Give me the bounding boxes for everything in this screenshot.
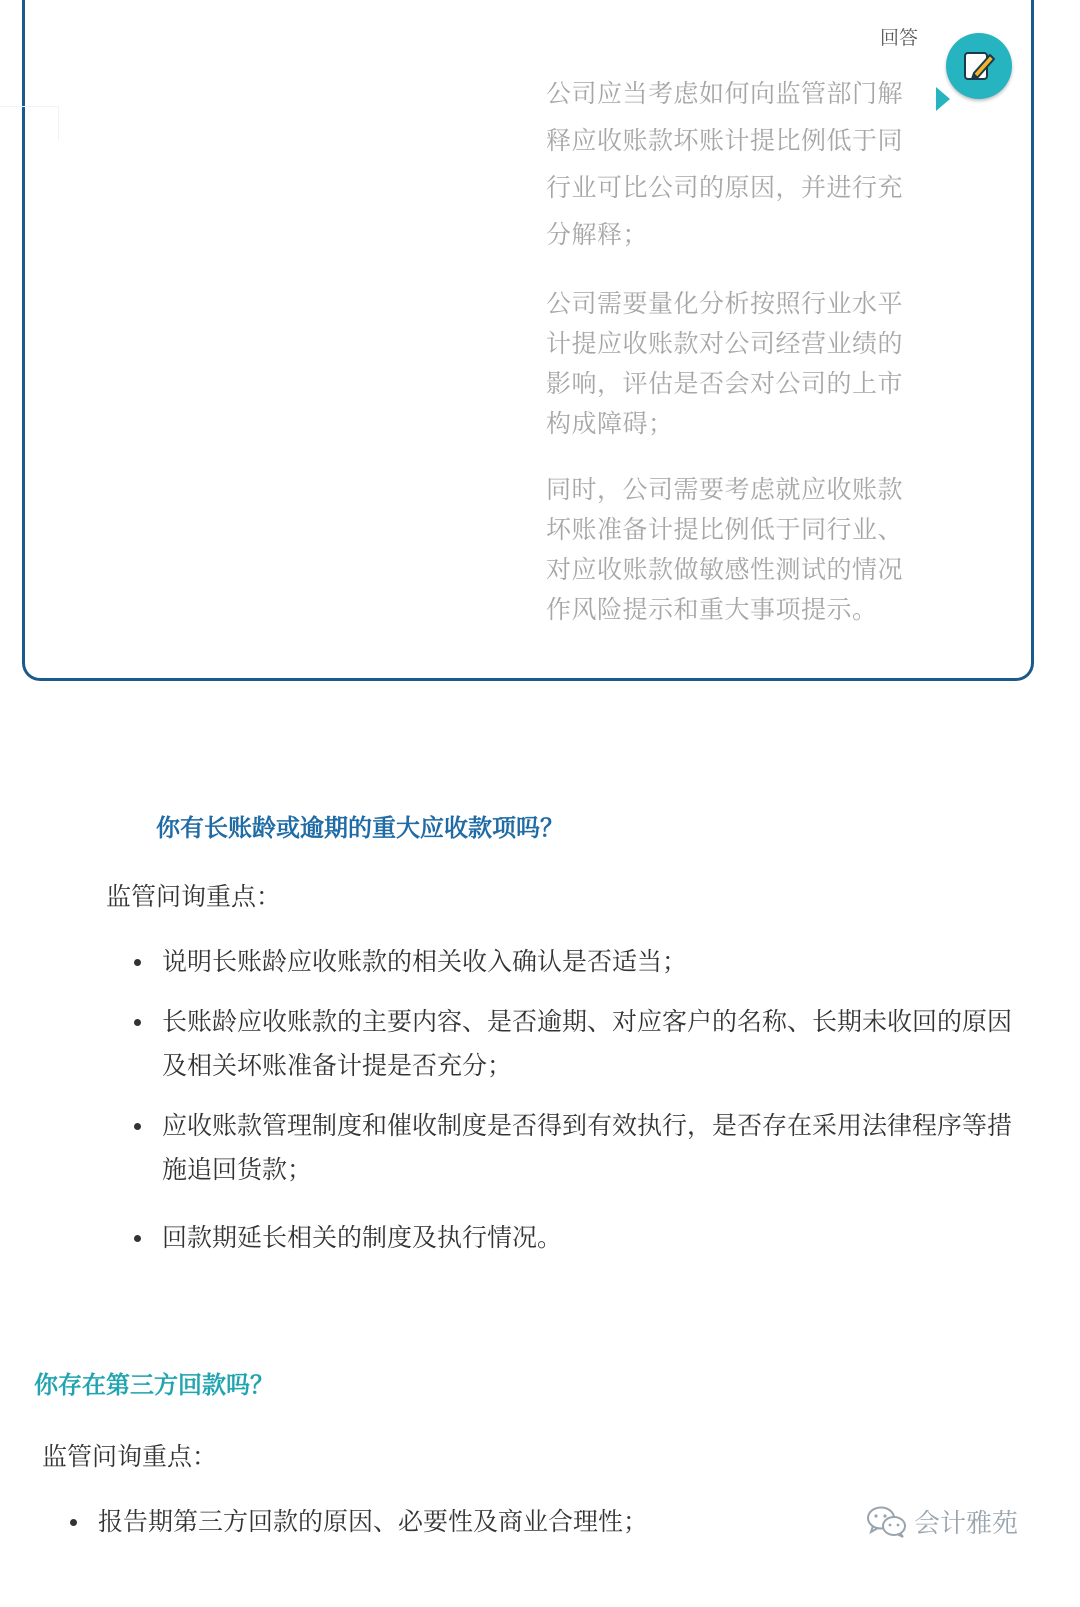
edit-pencil-icon xyxy=(946,33,1012,99)
focus-list xyxy=(42,1500,842,1544)
answer-paragraph: 公司应当考虑如何向监管部门解释应收账款坏账计提比例低于同行业可比公司的原因，并进行充分解释； xyxy=(546,79,904,249)
list-item: 应收账款管理制度和催收制度是否得到有效执行，是否存在采用法律程序等措施追回货款； xyxy=(106,1104,1026,1192)
answer-label: 回答 xyxy=(880,27,919,49)
answer-paragraph: 同时，公司需要考虑就应收账款坏账准备计提比例低于同行业、对应收账款做敏感性测试的情况作风险提示和重大事项提示。 xyxy=(546,475,904,624)
speech-bubble-arrow xyxy=(936,87,950,111)
list-item: 长账龄应收账款的主要内容、是否逾期、对应客户的名称、长期未收回的原因及相关坏账准备计提是否充分； xyxy=(106,1000,1026,1088)
watermark-text: 会计雅苑 xyxy=(914,1509,1019,1539)
list-item: 回款期延长相关的制度及执行情况。 xyxy=(106,1216,1026,1260)
section-title: 你存在第三方回款吗？ xyxy=(34,1371,274,1399)
focus-label: 监管问询重点： xyxy=(106,882,282,911)
focus-label: 监管问询重点： xyxy=(42,1442,218,1471)
focus-list xyxy=(106,940,1026,1260)
wechat-icon xyxy=(866,1505,908,1539)
list-item: 说明长账龄应收账款的相关收入确认是否适当； xyxy=(106,940,1026,984)
faint-divider xyxy=(0,106,59,141)
watermark xyxy=(866,1503,1018,1540)
answer-paragraph: 公司需要量化分析按照行业水平计提应收账款对公司经营业绩的影响，评估是否会对公司的上市构成障碍； xyxy=(546,289,904,438)
section-title: 你有长账龄或逾期的重大应收款项吗？ xyxy=(156,814,564,842)
list-item: 报告期第三方回款的原因、必要性及商业合理性； xyxy=(42,1500,842,1544)
answer-text xyxy=(546,70,918,656)
